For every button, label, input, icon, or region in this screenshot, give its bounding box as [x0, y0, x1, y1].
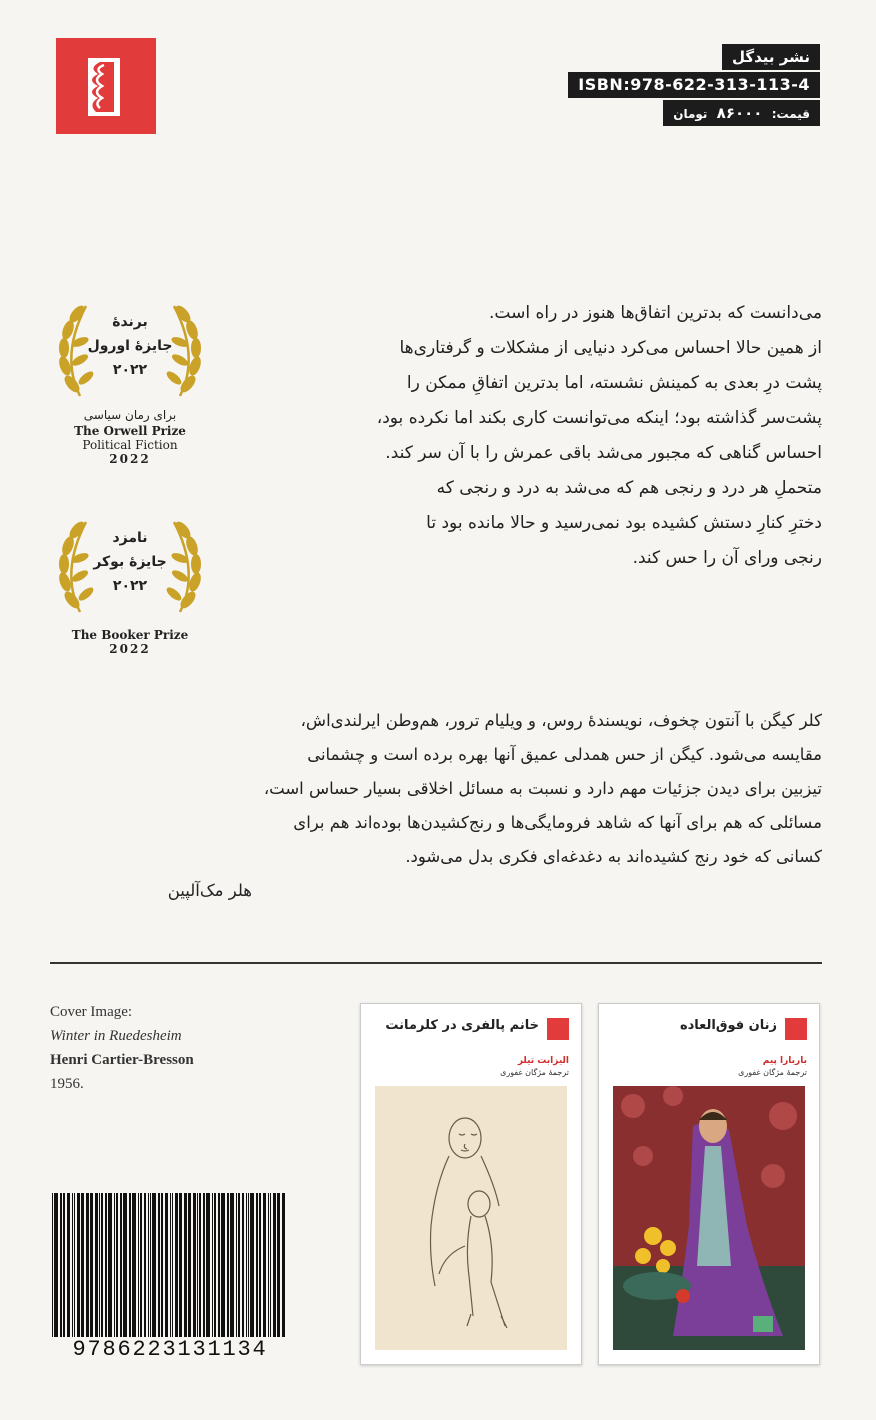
cover-credit-artist: Henri Cartier-Bresson — [50, 1052, 194, 1068]
award-name-en: The Orwell Prize — [74, 424, 186, 438]
isbn: ISBN:978-622-313-113-4 — [568, 72, 820, 98]
publisher-mini-logo — [785, 1018, 807, 1040]
divider — [50, 962, 822, 964]
price-label: قیمت: — [771, 107, 810, 121]
award-year-en: 2022 — [109, 642, 151, 656]
review-author: هلر مک‌آلپین — [167, 881, 252, 900]
review-line: کلر کیگن با آنتون چخوف، نویسندهٔ روس، و ویلیام ترور، هم‌وطن ایرلندی‌اش، — [300, 711, 822, 730]
publisher-logo — [56, 38, 156, 134]
orwell-prize-badge — [50, 296, 210, 466]
cover-credit-work: Winter in Ruedesheim — [50, 1028, 182, 1044]
excerpt-line: متحملِ هر درد و رنجی هم که می‌شد به درد و رنجی که — [436, 478, 822, 498]
sketch-illustration — [375, 1086, 567, 1350]
cover-credit — [50, 1000, 194, 1096]
excerpt-line: رنجی ورای آن را حس کند. — [632, 548, 822, 568]
award-category-fa: برای رمان سیاسی — [83, 408, 177, 422]
excerpt-line: احساس گناهی که مجبور می‌شد باقی عمرش را با آن سر کند. — [385, 443, 822, 463]
award-line1: برندهٔ — [112, 314, 148, 330]
price-unit: تومان — [673, 107, 708, 121]
award-category-en: Political Fiction — [82, 438, 178, 452]
award-line2: جایزهٔ بوکر — [93, 554, 167, 570]
related-book-translator: ترجمهٔ مژگان غفوری — [500, 1068, 569, 1077]
review-line: کسانی که خود رنج کشیده‌اند به دغدغه‌ای فکری بدل می‌شود. — [405, 847, 822, 866]
award-year-fa: ۲۰۲۲ — [112, 362, 148, 378]
review-line: مقایسه می‌شود. کیگن از حس همدلی عمیق آنها بهره برده است و چشمانی — [307, 745, 822, 764]
award-year-en: 2022 — [109, 452, 151, 466]
book-excerpt — [300, 296, 822, 576]
price — [663, 100, 820, 126]
award-name-en: The Booker Prize — [71, 628, 189, 642]
barcode — [48, 1193, 292, 1363]
laurel-wreath — [50, 512, 210, 620]
related-book-translator: ترجمهٔ مژگان غفوری — [738, 1068, 807, 1077]
critic-review — [40, 704, 822, 908]
cover-credit-label: Cover Image: — [50, 1004, 133, 1020]
publisher-info — [550, 44, 820, 128]
related-book-author: الیزابت تیلر — [517, 1056, 569, 1066]
related-book-title: زنان فوق‌العاده — [679, 1018, 777, 1033]
related-book-card[interactable] — [598, 1003, 820, 1365]
barcode-number: 9786223131134 — [48, 1337, 292, 1363]
related-book-title: خانم پالفری در کلرمانت — [385, 1018, 539, 1033]
award-line2: جایزهٔ اورول — [87, 338, 173, 354]
publisher-mini-logo — [547, 1018, 569, 1040]
laurel-wreath — [50, 296, 210, 404]
publisher-name: نشر بیدگل — [722, 44, 820, 70]
booker-prize-badge — [50, 512, 210, 656]
related-book-card[interactable] — [360, 1003, 582, 1365]
painting-illustration — [613, 1086, 805, 1350]
price-value: ۸۶۰۰۰ — [713, 104, 767, 122]
award-year-fa: ۲۰۲۲ — [112, 578, 148, 594]
review-line: مسائلی که هم برای آنها که شاهد فرومایگی‌ها و رنج‌کشیدن‌ها بوده‌اند هم برای — [293, 813, 822, 832]
excerpt-line: پشت درِ بعدی به کمینش نشسته، اما بدترین اتفاقِ ممکن را — [406, 373, 822, 393]
book-fan-icon — [56, 38, 156, 134]
excerpt-line: پشت‌سر گذاشته بود؛ اینکه می‌توانست کاری بکند اما نکرده بود، — [376, 408, 822, 428]
related-book-author: باربارا پیم — [762, 1056, 807, 1066]
excerpt-line: دخترِ کنارِ دستش کشیده بود نمی‌رسید و حالا مانده بود تا — [426, 513, 822, 533]
review-line: تیزبین برای دیدن جزئیات مهم دارد و نسبت به مسائل اخلاقی بسیار حساس است، — [263, 779, 822, 798]
cover-credit-year: 1956. — [50, 1076, 84, 1092]
excerpt-line: می‌دانست که بدترین اتفاق‌ها هنوز در راه است. — [489, 303, 822, 323]
excerpt-line: از همین حالا احساس می‌کرد دنیایی از مشکلات و گرفتاری‌ها — [399, 338, 822, 358]
award-line1: نامزد — [112, 530, 148, 546]
